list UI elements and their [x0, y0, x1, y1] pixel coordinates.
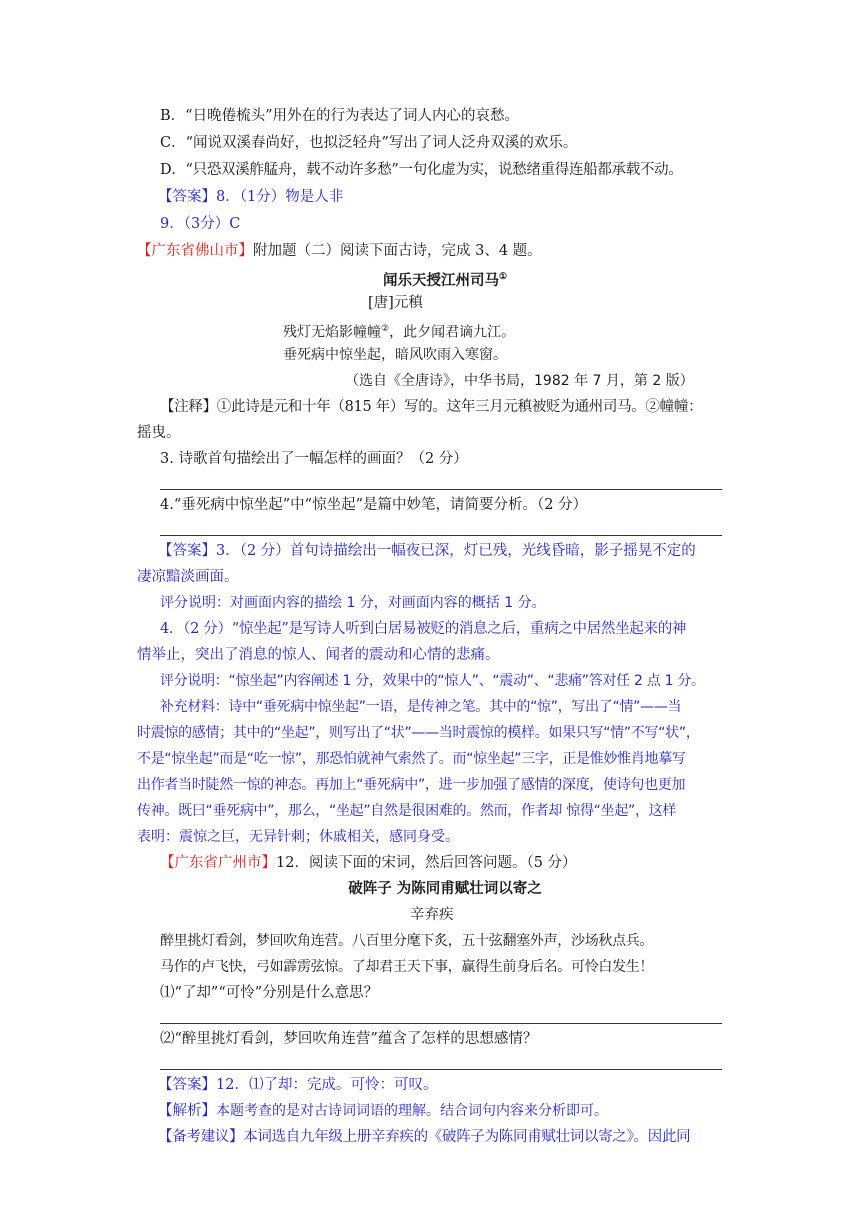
option-b: B．“日晚倦梳头”用外在的行为表达了词人内心的哀愁。 [160, 108, 519, 124]
answer-line-8 [158, 187, 343, 207]
poem-author-foshan: [唐]元稹 [368, 295, 423, 311]
option-c: C．“闻说双溪春尚好，也拟泛轻舟”写出了词人泛舟双溪的欢乐。 [160, 135, 578, 151]
poem-line-1b: ，此夕闻君谪九江。 [389, 324, 516, 341]
answer-3-line-2: 凄凉黯淡画面。 [137, 569, 239, 585]
poem-line-2-guangzhou: 马作的卢飞快，弓如霹雳弦惊。了却君王天下事，赢得生前身后名。可怜白发生！ [160, 959, 654, 975]
option-d: D．“只恐双溪舴艋舟，载不动许多愁”一句化虚为实，说愁绪重得连船都承载不动。 [160, 162, 683, 178]
suggestion-line [158, 1127, 690, 1147]
question-4: 4.“垂死病中惊坐起”中“惊坐起”是篇中妙笔，请简要分析。（2 分） [160, 497, 588, 513]
analysis-line [158, 1101, 608, 1121]
supplement-line-4: 出作者当时陡然一惊的神态。再加上“垂死病中”，进一步加强了感情的深度，使诗句也更加 [137, 777, 686, 793]
question-12-2: ⑵“醉里挑灯看剑，梦回吹角连营”蕴含了怎样的思想感情？ [160, 1031, 538, 1047]
answer-tag-foshan: 【答案】 [158, 543, 216, 559]
poem-title-text: 闻乐天授江州司马 [382, 271, 499, 289]
foshan-intro: 附加题（二）阅读下面古诗，完成 3、4 题。 [253, 243, 542, 259]
poem-source: （选自《全唐诗》，中华书局，1982 年 7 月，第 2 版） [345, 373, 694, 389]
note-line-2: 摇曳。 [137, 425, 181, 441]
answer-blank-line-12-1 [160, 1023, 722, 1024]
answer-4-line-1: 4．（2 分）“惊坐起”是写诗人听到白居易被贬的消息之后，重病之中居然坐起来的神 [160, 621, 687, 637]
answer-12 [158, 1075, 437, 1095]
question-3: 3. 诗歌首句描绘出了一幅怎样的画面？（2 分） [160, 451, 468, 467]
supplement-line-5: 传神。既曰“垂死病中”，那么，“坐起”自然是很困难的。然而，作者却 惊得“坐起”，这样 [137, 803, 677, 819]
answer-12-text: 12．⑴了却：完成。可怜：可叹。 [216, 1077, 438, 1093]
poem-author-guangzhou: 辛弃疾 [410, 907, 454, 923]
poem-line-1a: 残灯无焰影幢幢 [283, 324, 381, 341]
poem-title-guangzhou: 破阵子 为陈同甫赋壮词以寄之 [348, 880, 542, 897]
score-note-3: 评分说明：对画面内容的描绘 1 分，对画面内容的概括 1 分。 [160, 595, 546, 611]
poem-title-foshan [0, 267, 860, 291]
answer-blank-line-12-2 [160, 1069, 722, 1070]
poem-line-1-foshan [283, 319, 515, 343]
answer-8: 8．（1分）物是人非 [216, 189, 344, 205]
answer-3-text: 3．（2 分）首句诗描绘出一幅夜已深，灯已残，光线昏暗，影子摇晃不定的 [216, 543, 696, 559]
supplement-line-2: 时震惊的感情；其中的“坐起”，则写出了“状”——当时震惊的模样。如果只写“情”不写“状”， [137, 725, 700, 741]
region-tag-foshan: 【广东省佛山市】 [137, 243, 253, 259]
suggestion-text: 本词选自九年级上册辛弃疾的《破阵子为陈同甫赋壮词以寄之》。因此同 [243, 1129, 691, 1145]
foshan-intro-line [137, 241, 542, 261]
supplement-line-6: 表明：震惊之巨，无异针刺；休戚相关，感同身受。 [137, 829, 459, 845]
poem-line-2-foshan: 垂死病中惊坐起，暗风吹雨入寒窗。 [283, 347, 507, 363]
note-line-1: 【注释】①此诗是元和十年（815 年）写的。这年三月元稹被贬为通州司马。②幢幢： [160, 399, 703, 415]
poem-footnote-mark: ② [381, 324, 390, 334]
suggestion-tag: 【备考建议】 [158, 1129, 244, 1145]
answer-4-line-2: 情举止，突出了消息的惊人、闻者的震动和心情的悲痛。 [137, 647, 500, 663]
answer-3-line-1 [158, 541, 696, 561]
poem-line-1-guangzhou: 醉里挑灯看剑，梦回吹角连营。八百里分麾下炙，五十弦翻塞外声，沙场秋点兵。 [160, 933, 654, 949]
answer-blank-line-4 [160, 535, 722, 536]
supplement-line-3: 不是“惊坐起”而是“吃一惊”，那恐怕就神气索然了。而“惊坐起”三字，正是惟妙惟肖地摹写 [137, 751, 686, 767]
question-12-1: ⑴“了却”“可怜”分别是什么意思？ [160, 985, 379, 1001]
analysis-text: 本题考查的是对古诗词词语的理解。结合词句内容来分析即可。 [216, 1103, 608, 1119]
answer-blank-line-3 [160, 489, 722, 490]
analysis-tag: 【解析】 [158, 1103, 216, 1119]
answer-tag: 【答案】 [158, 189, 216, 205]
answer-9: 9．（3分）C [160, 216, 241, 232]
answer-tag-guangzhou: 【答案】 [158, 1077, 216, 1093]
guangzhou-intro-line [160, 853, 577, 873]
title-footnote-mark: ① [498, 272, 508, 282]
score-note-4: 评分说明：“惊坐起”内容阐述 1 分，效果中的“惊人”、“震动”、“悲痛”答对任 2 点 1 分。 [160, 673, 705, 689]
region-tag-guangzhou: 【广东省广州市】 [160, 855, 276, 871]
supplement-line-1: 补充材料：诗中“垂死病中惊坐起”一语，是传神之笔。其中的“惊”，写出了“情”——当 [160, 699, 682, 715]
guangzhou-intro: 12．阅读下面的宋词，然后回答问题。（5 分） [276, 855, 577, 871]
